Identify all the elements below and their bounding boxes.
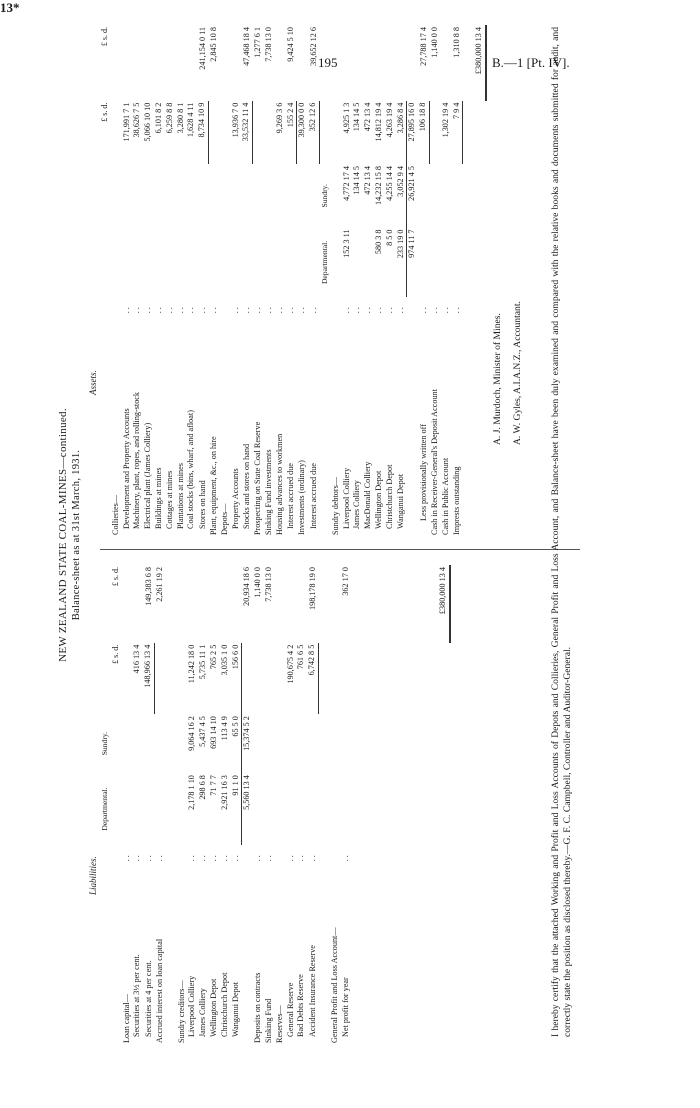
row-label: James Colliery [352,480,362,529]
sundry-total: 26,921 4 5 [407,166,417,201]
dept-amount [363,228,374,298]
page-code: B.—1 [Pt. IV]. [492,55,570,70]
section-total: 7,738 13 0 [263,567,273,602]
row-label: Securities at 3½ per cent. [132,954,142,1037]
sundry-amount: 693 14 10 [208,716,218,749]
audit-certificate: I hereby certify that the attached Working and Profit and Loss Accounts of Depots and Collieries, General Profit and Loss Account, and Balance-sheet have been duly examined and compared with the relative books and documents submitted for audit, and correctly state the position as disclosed thereby.—G. F. C. Campbell, Controller and Auditor-General. [550,27,573,1037]
section-total: 1,310 8 8 [452,27,461,58]
row-amount: 761 6 5 [296,644,306,670]
section-label: Deposits on contracts [253,972,263,1043]
row-amount: 148,966 13 4 [143,643,154,714]
sundry-amount: 134 14 5 [352,166,362,195]
row-amount: 1,628 4 11 [186,102,196,138]
section-total: 2,845 10 8 [208,27,218,62]
section-total: 1,140 0 0 [253,567,263,598]
col-dept-head: Departmental. [100,787,109,831]
row-amount: 4,263 19 4 [384,102,394,138]
assets-heading: Assets. [88,370,98,395]
liabilities-heading: Liabilities. [88,856,98,895]
row-label: Investments (ordinary) [297,460,307,535]
row-amount: 352 12 6 [308,101,319,164]
dept-amount: 8 5 0 [384,229,394,246]
section-total: 198,178 19 0 [307,567,317,610]
section-total: 1,140 0 0 [429,27,439,58]
row-amount: 13,936 7 0 [230,102,240,138]
row-amount: 3,035 1 0 [219,644,229,676]
row-amount: 39,300 0 0 [297,102,307,138]
row-label: Cash in Receiver-General's Deposit Account [429,389,439,535]
row-label: Coal stocks (bins, wharf, and afloat) [186,410,196,529]
assets-table: £ s. d. £ s. d. Collieries— Development and Property Accounts .. 171,991 7 1 Machinery, plant, ropes, and rolling-stock .. 38,626 7 5 Electrical plant (James Colliery) .. 5,066 10 10 Buildings at mines .. 6,101 8 2 Cottages at mines .. 6,259 8 8 Plantations at mines .. 3,280 8 1 Coal stocks (bins, wharf, and afloat) .. 1,628 4 11 Stores on hand .. 8,734 10 9 241,154 0 11 Plant, equipment, &c., on hire .. 2,845 10 8 Depots— Property Accounts .. 13,936 7 0 Stocks and stores on hand .. 33,532 11 4 47,468 18 4 Prospecting on State Coal Reserve .. 1,277 6 1 Sinking Fund investments .. 7,738 13 0 Housing advances to workmen .. 9,269 3 6 Interest accrued due .. 155 2 4 9,424 5 10 Investments (ordinary) .. 39,300 0 0 Interest accrued due .. 352 12 6 39,652 12 6 Departmental. Sundry. Sundry debtors— Liverpool Colliery .. 152 3 11 4,772 17 4 4,925 1 3 James Colliery .. 134 14 5 134 14 5 MacDonald Colliery .. 472 13 4 472 13 4 Wellington Depot .. 580 3 8 14,232 15 8 14,812 19 4 Christchurch Depot .. 8 5 0 4,255 14 4 4,263 19 4 Wanganui Depot .. 233 19 0 3,052 9 4 3,286 8 4 974 11 7 26,921 4 5 27,895 16 0 Less provisionally written off .. 106 18 8 27,788 17 4 Cash in Receiver-General's Deposit Account .. 1,140 0 0 Cash in Public Account .. 1,302 19 4 Imprests outstanding .. 7 9 4 1,310 8 8 £380,000 13 4 [100,25,487,537]
row-label: Accident Insurance Reserve [307,945,317,1037]
row-label: Liverpool Colliery [341,467,351,529]
row-amount: 3,280 8 1 [175,102,185,134]
dept-total: 5,560 13 4 [242,775,252,810]
row-amount: 11,242 18 0 [187,644,197,684]
section-label: Reserves— [274,1005,284,1043]
row-amount: 14,812 19 4 [373,102,383,142]
section-label: Depots— [219,503,229,535]
row-label: Stores on hand [197,480,207,529]
row-amount: 190,675 4 2 [285,644,295,684]
row-amount: 7 9 4 [452,101,463,164]
row-amount: 416 13 4 [132,644,142,674]
dept-total: 974 11 7 [407,229,417,258]
row-label: Electrical plant (James Colliery) [143,422,153,529]
row-amount: 5,735 11 1 [198,644,208,680]
row-label: Plantations at mines [175,463,185,529]
row-amount: 171,991 7 1 [121,102,131,142]
signer-minister: A. J. Murdoch, Minister of Mines. [492,313,503,445]
row-label: Bad Debts Reserve [296,974,306,1037]
balance-sheet [58,25,628,1045]
row-label: Wellington Depot [208,978,218,1037]
liabilities-grand-total: £380,000 13 4 [438,565,450,643]
section-label: Plant, equipment, &c., on hire [208,436,218,535]
dept-amount: 233 19 0 [396,228,407,298]
row-label: Housing advances to workmen [274,433,284,535]
row-amount: 472 13 4 [363,102,373,132]
section-label: Loan capital— [121,994,131,1043]
document-title: NEW ZEALAND STATE COAL-MINES—continued. [57,408,69,662]
row-amount: 134 14 5 [352,102,362,132]
unit-header: £ s. d. [110,644,120,664]
row-label: Cash in Public Account [440,457,450,535]
row-label: Buildings at mines [153,467,163,529]
unit-header: £ s. d. [100,27,109,47]
col-sundry-head: Sundry. [100,731,109,756]
sundry-amount: 14,232 15 8 [373,166,383,205]
row-label: MacDonald Colliery [363,461,373,529]
row-amount: 38,626 7 5 [132,102,142,138]
column-divider [100,549,580,550]
section-total: 362 17 0 [340,567,350,596]
row-amount: 4,925 1 3 [341,102,351,134]
section-label: Sinking Fund investments [263,449,273,535]
assets-column [100,25,487,537]
section-label: Sinking Fund [263,998,273,1043]
row-label: Securities at 4 per cent. [143,960,153,1037]
section-total: 9,424 5 10 [286,27,296,62]
row-label: James Colliery [198,988,208,1037]
row-amount: 6,259 8 8 [164,102,174,134]
dept-amount: 580 3 8 [373,229,383,255]
row-label: Less provisionally written off [418,424,428,521]
dept-amount: 2,921 16 3 [219,775,229,810]
section-total: 241,154 0 11 [197,27,207,70]
dept-amount: 2,178 1 10 [187,775,197,810]
sundry-amount: 9,064 16 2 [187,716,197,751]
section-total: 149,383 6 8 [143,567,153,606]
row-label: Wellington Depot [373,470,383,529]
section-label: General Profit and Loss Account— [329,927,339,1043]
row-label: Development and Property Accounts [121,408,131,529]
section-label: Accrued interest on loan capital [154,938,164,1043]
row-label: Machinery, plant, ropes, and rolling-stock [132,391,142,529]
section-total: 2,261 19 2 [154,567,164,602]
unit-header: £ s. d. [110,567,120,587]
dept-amount: 71 7 7 [208,775,218,796]
sundry-amount: 3,052 9 4 [396,164,407,227]
row-label: Stocks and stores on hand [241,443,251,529]
section-total: 20,934 18 6 [242,567,252,606]
liabilities-table: Departmental. Sundry. £ s. d. £ s. d. Loan capital— .. Securities at 3½ per cent. .. 416 13 4 Securities at 4 per cent. .. 148,966 13 4 149,383 6 8 Accrued interest on loan capital .. 2,261 19 2 Sundry creditors— Liverpool Colliery .. 2,178 1 10 9,064 16 2 11,242 18 0 James Colliery .. 298 6 8 5,437 4 5 5,735 11 1 Wellington Depot .. 71 7 7 693 14 10 765 2 5 Christchurch Depot .. 2,921 16 3 113 4 9 3,035 1 0 Wanganui Depot .. 91 1 0 65 5 0 156 6 0 5,560 13 4 15,374 5 2 20,934 18 6 Deposits on contracts .. 1,140 0 0 Sinking Fund .. 7,738 13 0 Reserves— General Reserve .. 190,675 4 2 Bad Debts Reserve .. 761 6 5 Accident Insurance Reserve .. 6,742 8 5 198,178 19 0 General Profit and Loss Account— Net profit for year .. 362 17 0 £380,000 13 4 [100,565,451,1045]
section-label: Prospecting on State Coal Reserve [253,421,263,535]
row-label: Christchurch Depot [219,972,229,1037]
col-sundry-head: Sundry. [319,184,329,208]
row-label: Net profit for year [340,977,350,1037]
unit-header: £ s. d. [100,102,109,122]
sundry-amount: 472 13 4 [363,166,373,195]
row-amount: 3,286 8 4 [396,101,407,164]
liabilities-column [100,565,451,1045]
assets-grand-total: £380,000 13 4 [474,25,486,101]
row-label: Wanganui Depot [396,473,406,529]
sundry-amount: 5,437 4 5 [198,716,208,747]
section-total: 47,468 18 4 [241,27,251,66]
section-total: 27,788 17 4 [418,27,428,66]
col-dept-head: Departmental. [319,240,329,285]
dept-amount: 152 3 11 [341,229,351,258]
row-amount: 8,734 10 9 [197,101,208,164]
sundry-amount: 65 5 0 [231,714,242,773]
row-label: Cottages at mines [164,470,174,529]
row-amount: 765 2 5 [208,644,218,670]
row-label: Christchurch Depot [384,464,394,529]
row-amount: 5,066 10 10 [143,102,153,142]
row-amount: 155 2 4 [286,101,297,164]
side-page-number: 13* [0,0,20,15]
row-label: Property Accounts [230,468,240,529]
section-total: 7,738 13 0 [263,27,273,62]
row-label: Wanganui Depot [231,981,241,1037]
document-subtitle: Balance-sheet as at 31st March, 1931. [71,449,82,621]
row-label: Interest accrued due [308,463,318,529]
sundry-total: 15,374 5 2 [242,716,252,751]
signer-accountant: A. W. Gyles, A.I.A.N.Z., Accountant. [512,301,523,445]
dept-amount: 91 1 0 [231,773,242,845]
sundry-amount: 113 4 9 [219,716,229,741]
dept-amount [352,228,363,298]
row-amount: 1,302 19 4 [440,102,450,138]
section-label: Collieries— [110,494,120,535]
section-total: 39,652 12 6 [308,27,318,66]
sundry-amount: 4,772 17 4 [341,166,351,201]
section-total: 1,277 6 1 [253,27,263,58]
row-amount: 6,101 8 2 [153,102,163,134]
row-label: Interest accrued due [286,463,296,529]
debtors-subtotal: 27,895 16 0 [407,102,417,142]
row-label: Imprests outstanding [452,466,461,535]
row-amount: 156 6 0 [231,643,242,714]
row-label: General Reserve [285,982,295,1037]
row-amount: 106 18 8 [418,101,429,164]
row-label: Liverpool Colliery [187,975,197,1037]
row-amount: 9,269 3 6 [274,102,284,134]
sundry-amount: 4,255 14 4 [384,166,394,201]
row-amount: 33,532 11 4 [241,101,252,164]
section-label: Sundry creditors— [176,980,186,1043]
page-number: 195 [318,55,338,70]
row-amount: 6,742 8 5 [307,643,318,714]
section-label: Sundry debtors— [330,477,340,535]
signatories [488,301,528,445]
dept-amount: 298 6 8 [198,775,208,800]
